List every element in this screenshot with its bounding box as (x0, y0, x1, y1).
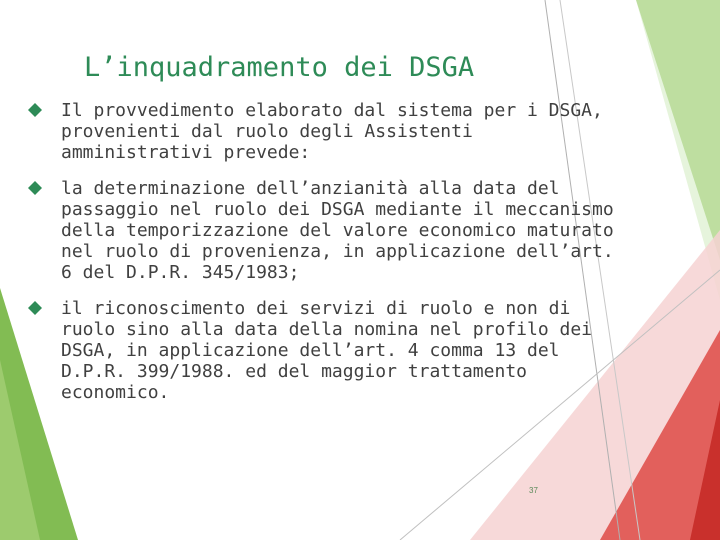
diamond-bullet-icon (28, 103, 42, 117)
diamond-bullet-icon (28, 181, 42, 195)
page-number: 37 (529, 486, 538, 495)
bullet-text: il riconoscimento dei servizi di ruolo e non di ruolo sino alla data della nomina nel profilo dei DSGA, in applicazione dell’art. 4 comma 13 del D.P.R. 399/1988. ed del maggior trattamento economico. (61, 298, 593, 403)
bullet-text: la determinazione dell’anzianità alla data del passaggio nel ruolo dei DSGA mediante il meccanismo della temporizzazione del valore economico maturato nel ruolo di provenienza, in applicazione dell’art. 6 del D.P.R. 345/1983; (61, 178, 614, 283)
bullet-item (28, 100, 628, 163)
bullet-list (28, 100, 628, 418)
slide-title: L’inquadramento dei DSGA (84, 52, 475, 83)
bullet-item (28, 178, 628, 283)
diamond-bullet-icon (28, 301, 42, 315)
bullet-item (28, 298, 628, 403)
bullet-text: Il provvedimento elaborato dal sistema per i DSGA, provenienti dal ruolo degli Assistenti amministrativi prevede: (61, 100, 603, 163)
